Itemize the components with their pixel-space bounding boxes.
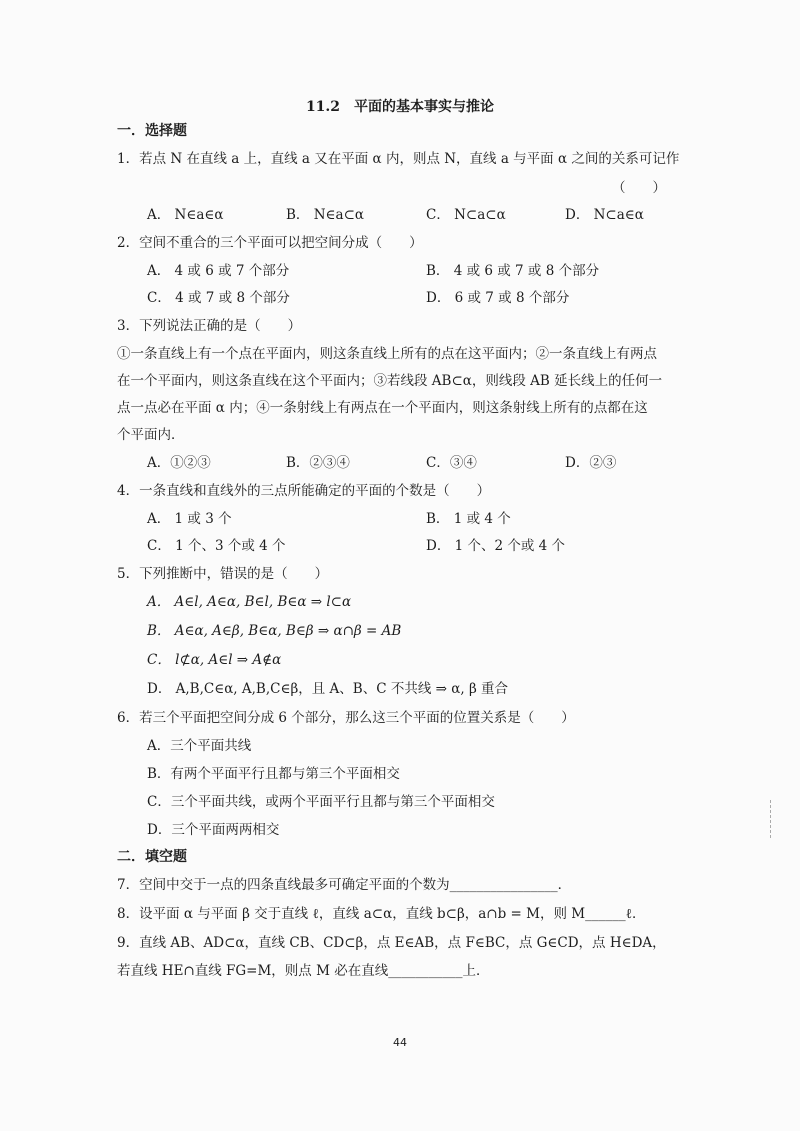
q2-option-b: B． 4 或 6 或 7 或 8 个部分 [426, 263, 600, 279]
q6-option-b: B．有两个平面平行且都与第三个平面相交 [147, 766, 400, 782]
q1-option-b: B． N∈a⊂α [286, 207, 364, 223]
q9-line-1: 9．直线 AB、AD⊂α，直线 CB、CD⊂β，点 E∈AB，点 F∈BC，点 G∈CD，点 H∈DA， [117, 935, 666, 951]
q3-stem: 3．下列说法正确的是（ ） [117, 318, 302, 334]
q2-stem: 2．空间不重合的三个平面可以把空间分成（ ） [117, 235, 423, 251]
q3-option-a: A．①②③ [147, 455, 211, 471]
q1-option-a: A． N∈a∈α [147, 207, 224, 223]
q6-stem: 6．若三个平面把空间分成 6 个部分，那么这三个平面的位置关系是（ ） [117, 710, 575, 726]
q4-option-b: B． 1 或 4 个 [426, 511, 511, 527]
q1-stem: 1．若点 N 在直线 a 上，直线 a 又在平面 α 内，则点 N，直线 a 与平面 α 之间的关系可记作 [117, 151, 680, 167]
q4-option-c: C． 1 个、3 个或 4 个 [147, 538, 286, 554]
margin-dashed-mark [770, 800, 772, 838]
q6-option-c: C．三个平面共线，或两个平面平行且都与第三个平面相交 [147, 794, 495, 810]
q2-option-d: D． 6 或 7 或 8 个部分 [426, 290, 570, 306]
q3-statement-line-4: 个平面内． [117, 427, 185, 443]
section-fill-heading: 二．填空题 [117, 849, 187, 865]
q4-option-d: D． 1 个、2 个或 4 个 [426, 538, 566, 554]
q5-option-c: C． l⊄α, A∈l ⇒ A∉α [147, 652, 282, 668]
q3-statement-line-2: 在一个平面内，则这条直线在这个平面内；③若线段 AB⊂α，则线段 AB 延长线上的任何一 [117, 373, 663, 389]
q3-option-c: C．③④ [426, 455, 477, 471]
q3-statement-line-1: ①一条直线上有一个点在平面内，则这条直线上所有的点在这平面内；②一条直线上有两点 [117, 346, 657, 362]
q3-option-d: D．②③ [565, 455, 617, 471]
q6-option-a: A．三个平面共线 [147, 738, 252, 754]
q1-option-d: D． N⊂a∈α [565, 207, 644, 223]
q1-option-c: C． N⊂a⊂α [426, 207, 506, 223]
q2-option-a: A． 4 或 6 或 7 个部分 [147, 263, 290, 279]
q9-line-2: 若直线 HE∩直线 FG=M，则点 M 必在直线___________上． [117, 963, 490, 979]
q4-stem: 4．一条直线和直线外的三点所能确定的平面的个数是（ ） [117, 483, 491, 499]
q3-option-b: B．②③④ [286, 455, 350, 471]
page-title: 11.2 平面的基本事实与推论 [305, 99, 495, 115]
q4-option-a: A． 1 或 3 个 [147, 511, 232, 527]
q5-option-b: B． A∈α, A∈β, B∈α, B∈β ⇒ α∩β = AB [147, 623, 402, 639]
q5-stem: 5．下列推断中，错误的是（ ） [117, 566, 329, 582]
q8-text: 8．设平面 α 与平面 β 交于直线 ℓ，直线 a⊂α，直线 b⊂β，a∩b = M，则 M______ℓ． [117, 906, 646, 922]
q2-option-c: C． 4 或 7 或 8 个部分 [147, 290, 290, 306]
page-number: 44 [393, 1036, 407, 1049]
q3-statement-line-3: 点一点必在平面 α 内；④一条射线上有两点在一个平面内，则这条射线上所有的点都在这 [117, 400, 648, 416]
q7-text: 7．空间中交于一点的四条直线最多可确定平面的个数为________________． [117, 877, 572, 893]
section-choice-heading: 一．选择题 [117, 123, 187, 139]
q5-option-d: D． A,B,C∈α, A,B,C∈β，且 A、B、C 不共线 ⇒ α, β 重合 [147, 681, 509, 697]
q5-option-a: A． A∈l, A∈α, B∈l, B∈α ⇒ l⊂α [147, 594, 352, 610]
q1-answer-paren: （ ） [612, 180, 666, 196]
q6-option-d: D．三个平面两两相交 [147, 822, 280, 838]
